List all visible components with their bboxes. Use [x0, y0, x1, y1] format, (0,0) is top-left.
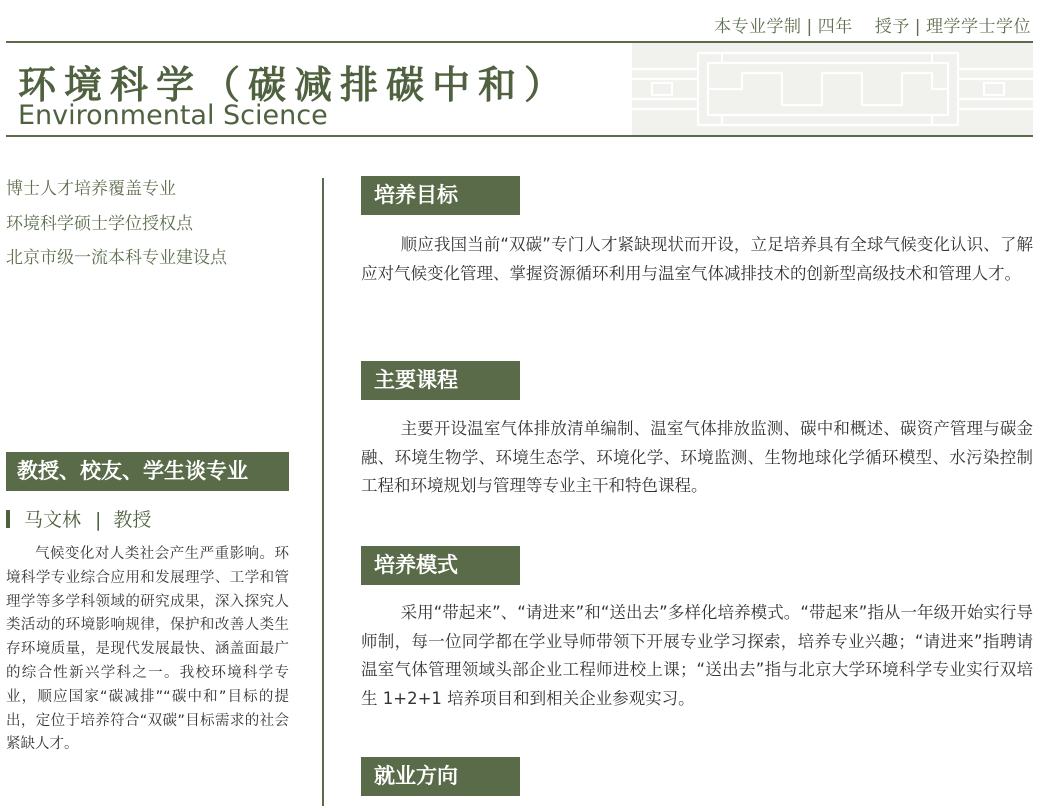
decorative-lattice-pattern	[632, 43, 1033, 135]
speaker-name: 马文林	[24, 509, 82, 531]
accreditation-item: 博士人才培养覆盖专业	[6, 179, 176, 199]
degree-label: 授予	[874, 17, 910, 37]
program-meta	[714, 12, 1031, 37]
speaker-line	[6, 508, 151, 532]
column-divider	[322, 178, 324, 806]
study-length-value: 四年	[817, 17, 853, 37]
accreditation-list	[6, 172, 306, 276]
speaker-role: 教授	[113, 509, 152, 531]
talk-section-heading: 教授、校友、学生谈专业	[6, 452, 289, 491]
section-heading-training-mode: 培养模式	[361, 546, 520, 585]
speaker-marker	[6, 510, 10, 528]
page-title: 环境科学（碳减排碳中和）	[18, 63, 571, 107]
accreditation-item: 环境科学硕士学位授权点	[6, 213, 193, 234]
study-length-label: 本专业学制	[714, 17, 802, 37]
speaker-quote: 气候变化对人类社会产生严重影响。环境科学专业综合应用和发展理学、工学和管理学等多学科领域的研究成果，深入探究人类活动的环境影响规律，保护和改善人类生存环境质量，是现代发展最快、涵盖面最广的综合性新兴学科之一。我校环境科学专业，顺应国家“碳减排”“碳中和”目标的提出，定位于培养符合“双碳”目标需求的社会紧缺人才。	[6, 546, 289, 753]
accreditation-item: 北京市级一流本科专业建设点	[6, 248, 227, 268]
separator-bar: |	[914, 17, 921, 37]
section-body-goals: 顺应我国当前“双碳”专门人才紧缺现状而开设，立足培养具有全球气候变化认识、了解应对气候变化管理、掌握资源循环利用与温室气体减排技术的创新型高级技术和管理人才。	[361, 235, 1033, 283]
page-subtitle-english: Environmental Science	[18, 100, 328, 131]
degree-value: 理学学士学位	[926, 17, 1031, 37]
separator-bar: |	[95, 509, 102, 531]
separator-bar: |	[806, 17, 813, 37]
section-body-courses: 主要开设温室气体排放清单编制、温室气体排放监测、碳中和概述、碳资产管理与碳金融、环境生物学、环境生态学、环境化学、环境监测、生物地球化学循环模型、水污染控制工程和环境规划与管理等专业主干和特色课程。	[361, 419, 1033, 495]
header-bottom-rule	[6, 135, 1033, 137]
section-heading-courses: 主要课程	[361, 361, 520, 400]
section-heading-goals: 培养目标	[361, 176, 520, 215]
section-body-training-mode: 采用“带起来”、“请进来”和“送出去”多样化培养模式。“带起来”指从一年级开始实行导师制，每一位同学都在学业导师带领下开展专业学习探索，培养专业兴趣；“请进来”指聘请温室气体管理领域头部企业工程师进校上课；“送出去”指与北京大学环境科学专业实行双培生 1+2+1 培养项目和到相关企业参观实习。	[361, 603, 1033, 708]
section-heading-careers: 就业方向	[361, 757, 520, 796]
